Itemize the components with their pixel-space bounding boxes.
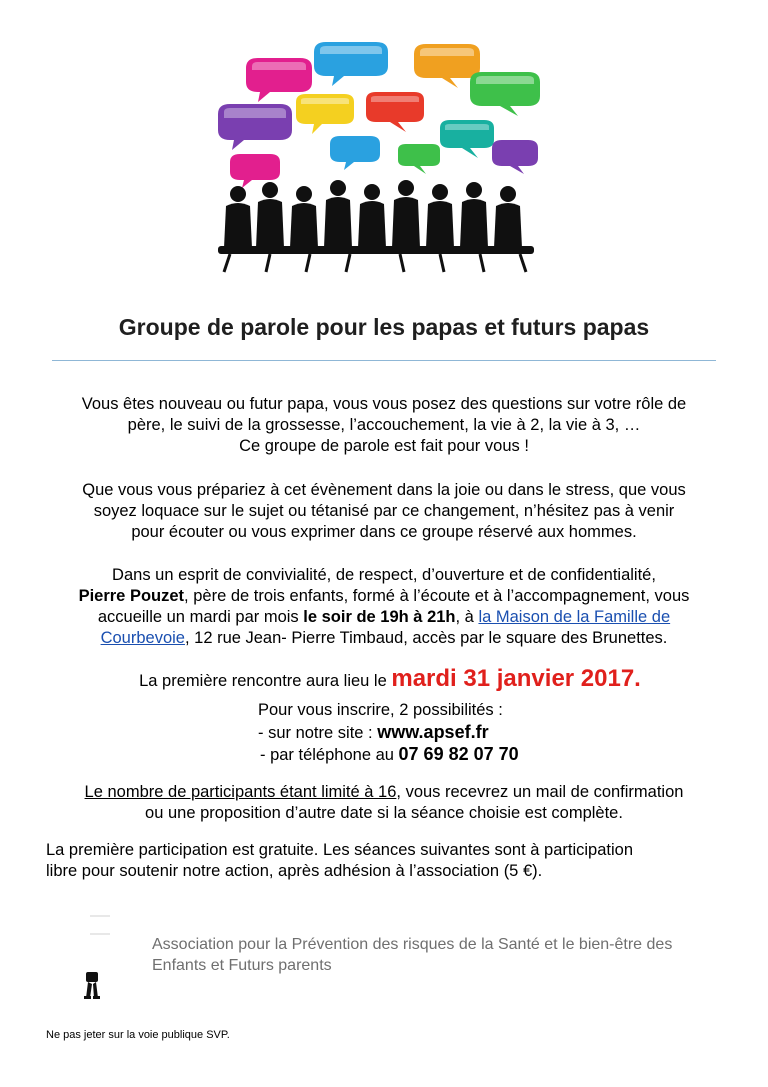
- pricing-line-1: La première participation est gratuite. Les séances suivantes sont à participation: [46, 841, 633, 859]
- intro-paragraph: [20, 394, 748, 457]
- facilitator-description: , père de trois enfants, formé à l’écoute et à l’accompagnement, vous: [184, 587, 690, 605]
- association-name: [152, 934, 752, 976]
- invitation-paragraph: [20, 480, 748, 543]
- venue-address: , 12 rue Jean- Pierre Timbaud, accès par le square des Brunettes.: [184, 629, 668, 647]
- first-meeting-date: mardi 31 janvier 2017.: [391, 665, 641, 692]
- invitation-line-3: pour écouter ou vous exprimer dans ce groupe réservé aux hommes.: [131, 523, 637, 541]
- association-name-line-1: Association pour la Prévention des risques de la Santé et le bien-être des: [152, 936, 673, 953]
- pricing-paragraph: [46, 840, 746, 882]
- registration-phone-line: [260, 744, 720, 766]
- venue-link[interactable]: la Maison de la Famille de: [478, 608, 671, 626]
- registration-heading: Pour vous inscrire, 2 possibilités :: [258, 701, 503, 719]
- schedule-time: le soir de 19h à 21h: [303, 608, 456, 626]
- intro-line-1: Vous êtes nouveau ou futur papa, vous vous posez des questions sur votre rôle de: [81, 395, 687, 413]
- speech-bubbles-illustration: [200, 36, 550, 276]
- association-logo: [50, 910, 140, 1005]
- footer-note: Ne pas jeter sur la voie publique SVP.: [46, 1029, 230, 1041]
- facilitator-line-4: [20, 628, 748, 649]
- facilitator-line-1: Dans un esprit de convivialité, de respect, d’ouverture et de confidentialité,: [112, 566, 656, 584]
- facilitator-line-3: [20, 607, 748, 628]
- first-meeting-line: [40, 665, 740, 692]
- page-title: Groupe de parole pour les papas et futurs papas: [118, 314, 650, 340]
- schedule-lead: accueille un mardi par mois: [97, 608, 304, 626]
- intro-line-2: père, le suivi de la grossesse, l’accouchement, la vie à 2, la vie à 3, …: [127, 416, 641, 434]
- participant-limit-rest: , vous recevrez un mail de confirmation: [396, 783, 684, 801]
- facilitator-line-2: [20, 586, 748, 607]
- speech-bubbles: [218, 42, 540, 188]
- participant-limit-underlined: Le nombre de participants étant limité à 16: [84, 783, 397, 801]
- pricing-line-2: libre pour soutenir notre action, après adhésion à l’association (5 €).: [46, 862, 543, 880]
- registration-phone-number: 07 69 82 07 70: [398, 744, 519, 764]
- venue-link-continued[interactable]: Courbevoie: [100, 629, 185, 647]
- association-name-line-2: Enfants et Futurs parents: [152, 957, 332, 974]
- facilitator-paragraph: [20, 565, 748, 649]
- facilitator-name: Pierre Pouzet: [78, 587, 185, 605]
- invitation-line-2: soyez loquace sur le sujet ou tétanisé par ce changement, n’hésitez pas à venir: [93, 502, 675, 520]
- registration-site-line: [258, 722, 718, 744]
- registration-phone-label: - par téléphone au: [260, 746, 399, 764]
- registration-site-label: - sur notre site :: [258, 724, 378, 742]
- participant-limit-paragraph: [20, 782, 748, 824]
- first-meeting-lead: La première rencontre aura lieu le: [139, 672, 392, 690]
- invitation-line-1: Que vous vous prépariez à cet évènement dans la joie ou dans le stress, que vous: [82, 481, 686, 499]
- intro-line-3: Ce groupe de parole est fait pour vous !: [239, 437, 529, 455]
- title-divider: [52, 360, 716, 361]
- people-silhouettes: [218, 180, 534, 272]
- registration-site-link[interactable]: www.apsef.fr: [377, 722, 489, 742]
- participant-limit-line-2: ou une proposition d’autre date si la séance choisie est complète.: [145, 804, 623, 822]
- participant-limit-line-1: [20, 782, 748, 803]
- venue-lead: , à: [455, 608, 479, 626]
